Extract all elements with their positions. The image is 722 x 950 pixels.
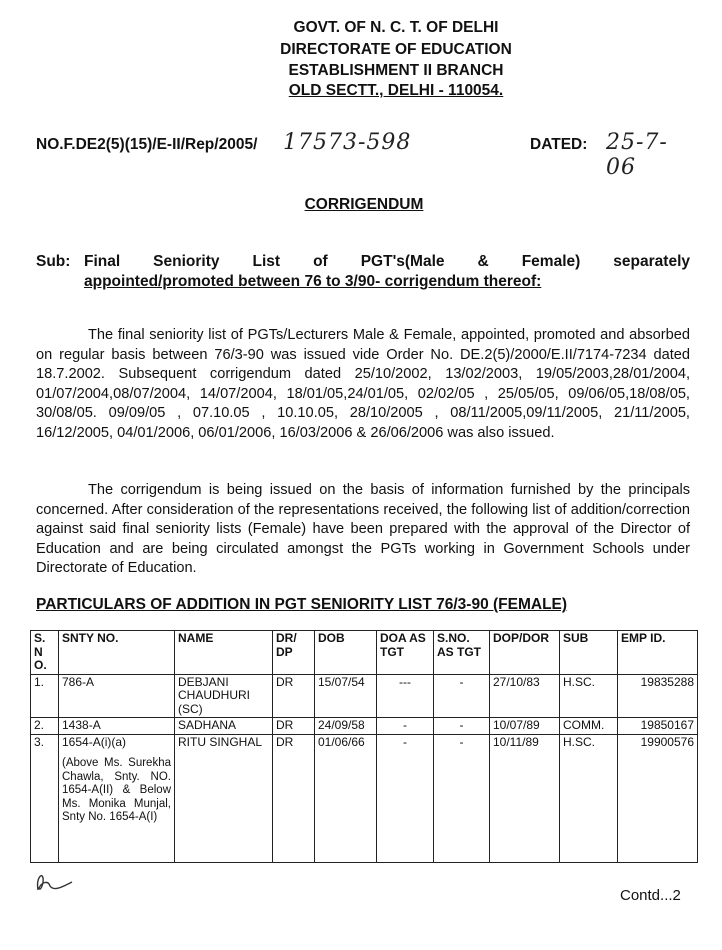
cell-sno-tgt: -	[434, 674, 490, 718]
cell-snty-value: 1654-A(i)(a)	[62, 734, 127, 749]
cell-emp: 19835288	[618, 674, 698, 718]
cell-sno: 3.	[31, 734, 59, 862]
cell-dop: 27/10/83	[490, 674, 560, 718]
reference-number: NO.F.DE2(5)(15)/E-II/Rep/2005/	[36, 136, 258, 153]
col-header-sub: SUB	[560, 631, 618, 675]
table-row	[31, 674, 698, 718]
table-row	[31, 718, 698, 735]
header-directorate: DIRECTORATE OF EDUCATION	[280, 41, 512, 58]
col-header-dop: DOP/DOR	[490, 631, 560, 675]
header-address: OLD SECTT., DELHI - 110054.	[288, 82, 504, 99]
handwritten-initials-signature	[34, 870, 76, 894]
paragraph-1	[36, 326, 690, 443]
cell-snty	[59, 734, 175, 862]
cell-drdp: DR	[273, 734, 315, 862]
cell-sub: COMM.	[560, 718, 618, 735]
cell-doa: -	[377, 734, 434, 862]
cell-doa: ---	[377, 674, 434, 718]
dated-label: DATED:	[530, 136, 588, 153]
cell-dob: 01/06/66	[315, 734, 377, 862]
continued-marker: Contd...2	[620, 887, 681, 904]
table-row	[31, 734, 698, 862]
cell-sno: 1.	[31, 674, 59, 718]
cell-dop: 10/11/89	[490, 734, 560, 862]
cell-drdp: DR	[273, 718, 315, 735]
header-branch: ESTABLISHMENT II BRANCH	[288, 62, 504, 79]
paragraph-2	[36, 481, 690, 579]
subject-line-1: Final Seniority List of PGT's(Male & Female) separately	[84, 253, 690, 270]
subject-line-2: appointed/promoted between 76 to 3/90- corrigendum thereof:	[84, 273, 542, 290]
col-header-dob: DOB	[315, 631, 377, 675]
col-header-sno-tgt: S.NO. AS TGT	[434, 631, 490, 675]
cell-sno: 2.	[31, 718, 59, 735]
col-header-name: NAME	[175, 631, 273, 675]
cell-sno-tgt: -	[434, 718, 490, 735]
cell-snty: 1438-A	[59, 718, 175, 735]
paragraph-2-text: The corrigendum is being issued on the basis of information furnished by the principals concerned. After consideration of the representations received, the following list of addition/correction against said final seniority lists (Female) have been prepared with the approval of the Director of Education and are being circulated amongst the PGTs working in Government Schools under Directorate of Education.	[36, 482, 690, 576]
header-govt: GOVT. OF N. C. T. OF DELHI	[293, 19, 499, 36]
cell-name: DEBJANI CHAUDHURI (SC)	[175, 674, 273, 718]
cell-sub: H.SC.	[560, 674, 618, 718]
handwritten-date: 25-7-06	[606, 130, 668, 180]
cell-name: RITU SINGHAL	[175, 734, 273, 862]
paragraph-1-text: The final seniority list of PGTs/Lecturers Male & Female, appointed, promoted and absorbed on regular basis between 76/3-90 was issued vide Order No. DE.2(5)/2000/E.II/7174-7234 dated 18.7.2002. Subsequent corrigendum dated 25/10/2002, 13/02/2003, 19/05/2003,28/01/2004, 01/07/2004,08/07/2004, 14/07/2004, 18/01/05,24/01/05, 02/02/05 , 25/05/05, 09/06/05,18/08/05, 30/08/05. 09/09/05 , 07.10.05 , 10.10.05, 28/10/2005 , 08/11/2005,09/11/2005, 21/11/2005, 16/12/2005, 04/01/2006, 06/01/2006, 16/03/2006 & 26/06/2006 was also issued.	[36, 327, 690, 441]
cell-dob: 24/09/58	[315, 718, 377, 735]
col-header-emp: EMP ID.	[618, 631, 698, 675]
cell-snty: 786-A	[59, 674, 175, 718]
document-title: CORRIGENDUM	[304, 196, 424, 213]
table-header-row	[31, 631, 698, 675]
cell-doa: -	[377, 718, 434, 735]
cell-sub: H.SC.	[560, 734, 618, 862]
particulars-heading: PARTICULARS OF ADDITION IN PGT SENIORITY LIST 76/3-90 (FEMALE)	[36, 596, 568, 613]
cell-dob: 15/07/54	[315, 674, 377, 718]
cell-drdp: DR	[273, 674, 315, 718]
col-header-sno: S. N O.	[31, 631, 59, 675]
cell-name: SADHANA	[175, 718, 273, 735]
col-header-snty: SNTY NO.	[59, 631, 175, 675]
cell-emp: 19850167	[618, 718, 698, 735]
reference-handwritten-number: 17573-598	[283, 130, 412, 155]
cell-dop: 10/07/89	[490, 718, 560, 735]
col-header-drdp: DR/ DP	[273, 631, 315, 675]
subject-label: Sub:	[36, 253, 71, 270]
cell-emp: 19900576	[618, 734, 698, 862]
seniority-table	[30, 630, 698, 863]
cell-sno-tgt: -	[434, 734, 490, 862]
col-header-doa: DOA AS TGT	[377, 631, 434, 675]
cell-snty-note: (Above Ms. Surekha Chawla, Snty. NO. 1654-A(II) & Below Ms. Monika Munjal, Snty No. 1654-A(I)	[62, 757, 171, 823]
